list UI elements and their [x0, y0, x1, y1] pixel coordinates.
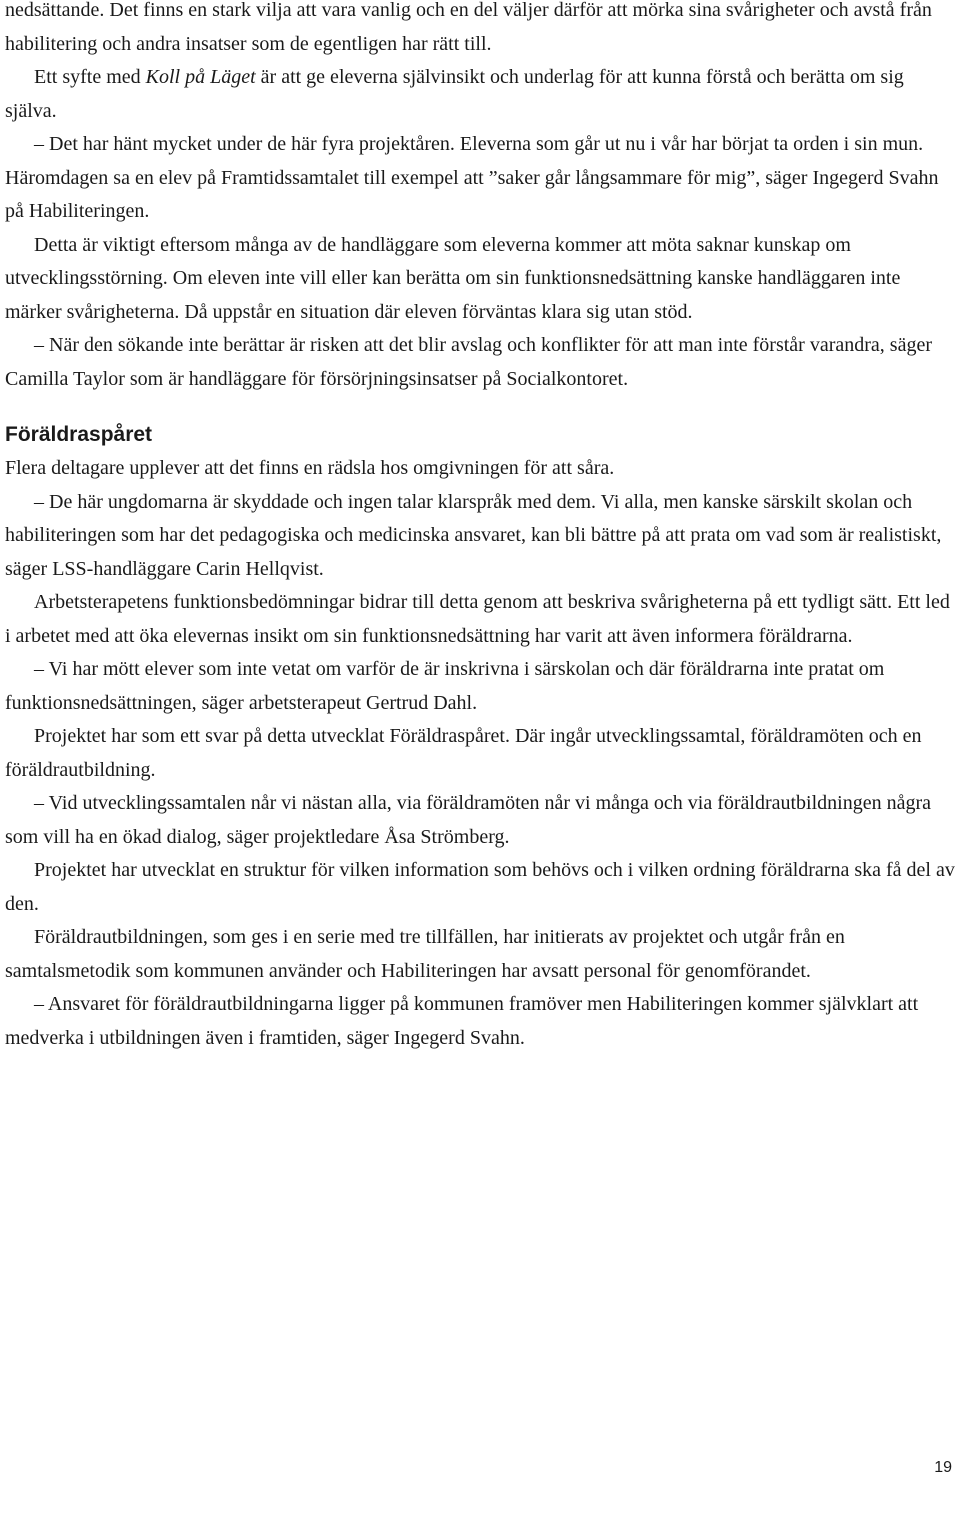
quote-paragraph: – De här ungdomarna är skyddade och ingen talar klarspråk med dem. Vi alla, men kanske särskilt skolan och habiliteringen som har det pedagogiska och medicinska ansvaret, kan bli bättre på att prata om vad som är realistiskt, säger LSS-handläggare Carin Hellqvist.: [5, 490, 942, 580]
paragraph-text: är att ge eleverna självinsikt och underlag för att kunna förstå och berätta om sig själva.: [5, 66, 904, 122]
paragraph: [5, 61, 955, 128]
paragraph-text: Ett syfte med: [34, 66, 146, 88]
section-heading: Föräldraspåret: [5, 423, 153, 446]
project-name: Koll på Läget: [145, 66, 256, 88]
paragraph: Projektet har utvecklat en struktur för vilken information som behövs och i vilken ordning föräldrarna ska få del av den.: [5, 859, 955, 915]
page-number: 19: [934, 1459, 952, 1476]
paragraph: Flera deltagare upplever att det finns en rädsla hos omgivningen för att såra.: [5, 457, 615, 479]
quote-paragraph: – Vi har mött elever som inte vetat om varför de är inskrivna i särskolan och där föräldrarna inte pratat om funktionsnedsättningen, säger arbetsterapeut Gertrud Dahl.: [5, 658, 885, 714]
quote-paragraph: – När den sökande inte berättar är risken att det blir avslag och konflikter för att man inte förstår varandra, säger Camilla Taylor som är handläggare för försörjningsinsatser på Socialkontoret.: [5, 334, 932, 390]
paragraph: Föräldrautbildningen, som ges i en serie med tre tillfällen, har initierats av projektet och utgår från en samtalsmetodik som kommunen använder och Habiliteringen har avsatt personal för genomförandet.: [5, 926, 845, 982]
paragraph: Arbetsterapetens funktionsbedömningar bidrar till detta genom att beskriva svårigheterna på ett tydligt sätt. Ett led i arbetet med att öka elevernas insikt om sin funktionsnedsättning har varit att även informera föräldrarna.: [5, 591, 950, 647]
quote-paragraph: – Det har hänt mycket under de här fyra projektåren. Eleverna som går ut nu i vår har börjat ta orden i sin mun. Häromdagen sa en elev på Framtidssamtalet till exempel att ”saker går långsammare för mig”, säger Ingegerd Svahn på Habiliteringen.: [5, 133, 939, 222]
quote-paragraph: – Ansvaret för föräldrautbildningarna ligger på kommunen framöver men Habiliteringen kommer självklart att medverka i utbildningen även i framtiden, säger Ingegerd Svahn.: [5, 993, 919, 1049]
paragraph: nedsättande. Det finns en stark vilja att vara vanlig och en del väljer därför att mörka sina svårigheter och avstå från habilitering och andra insatser som de egentligen har rätt till.: [5, 0, 932, 55]
paragraph: Detta är viktigt eftersom många av de handläggare som eleverna kommer att möta saknar kunskap om utvecklingsstörning. Om eleven inte vill eller kan berätta om sin funktionsnedsättning kanske handläggaren inte märker svårigheterna. Då uppstår en situation där eleven förväntas klara sig utan stöd.: [5, 233, 901, 323]
quote-paragraph: – Vid utvecklingssamtalen når vi nästan alla, via föräldramöten når vi många och via föräldrautbildningen några som vill ha en ökad dialog, säger projektledare Åsa Strömberg.: [5, 792, 932, 848]
document-page: [5, 0, 955, 1055]
paragraph: Projektet har som ett svar på detta utvecklat Föräldraspåret. Där ingår utvecklingssamtal, föräldramöten och en föräldrautbildning.: [5, 725, 922, 781]
